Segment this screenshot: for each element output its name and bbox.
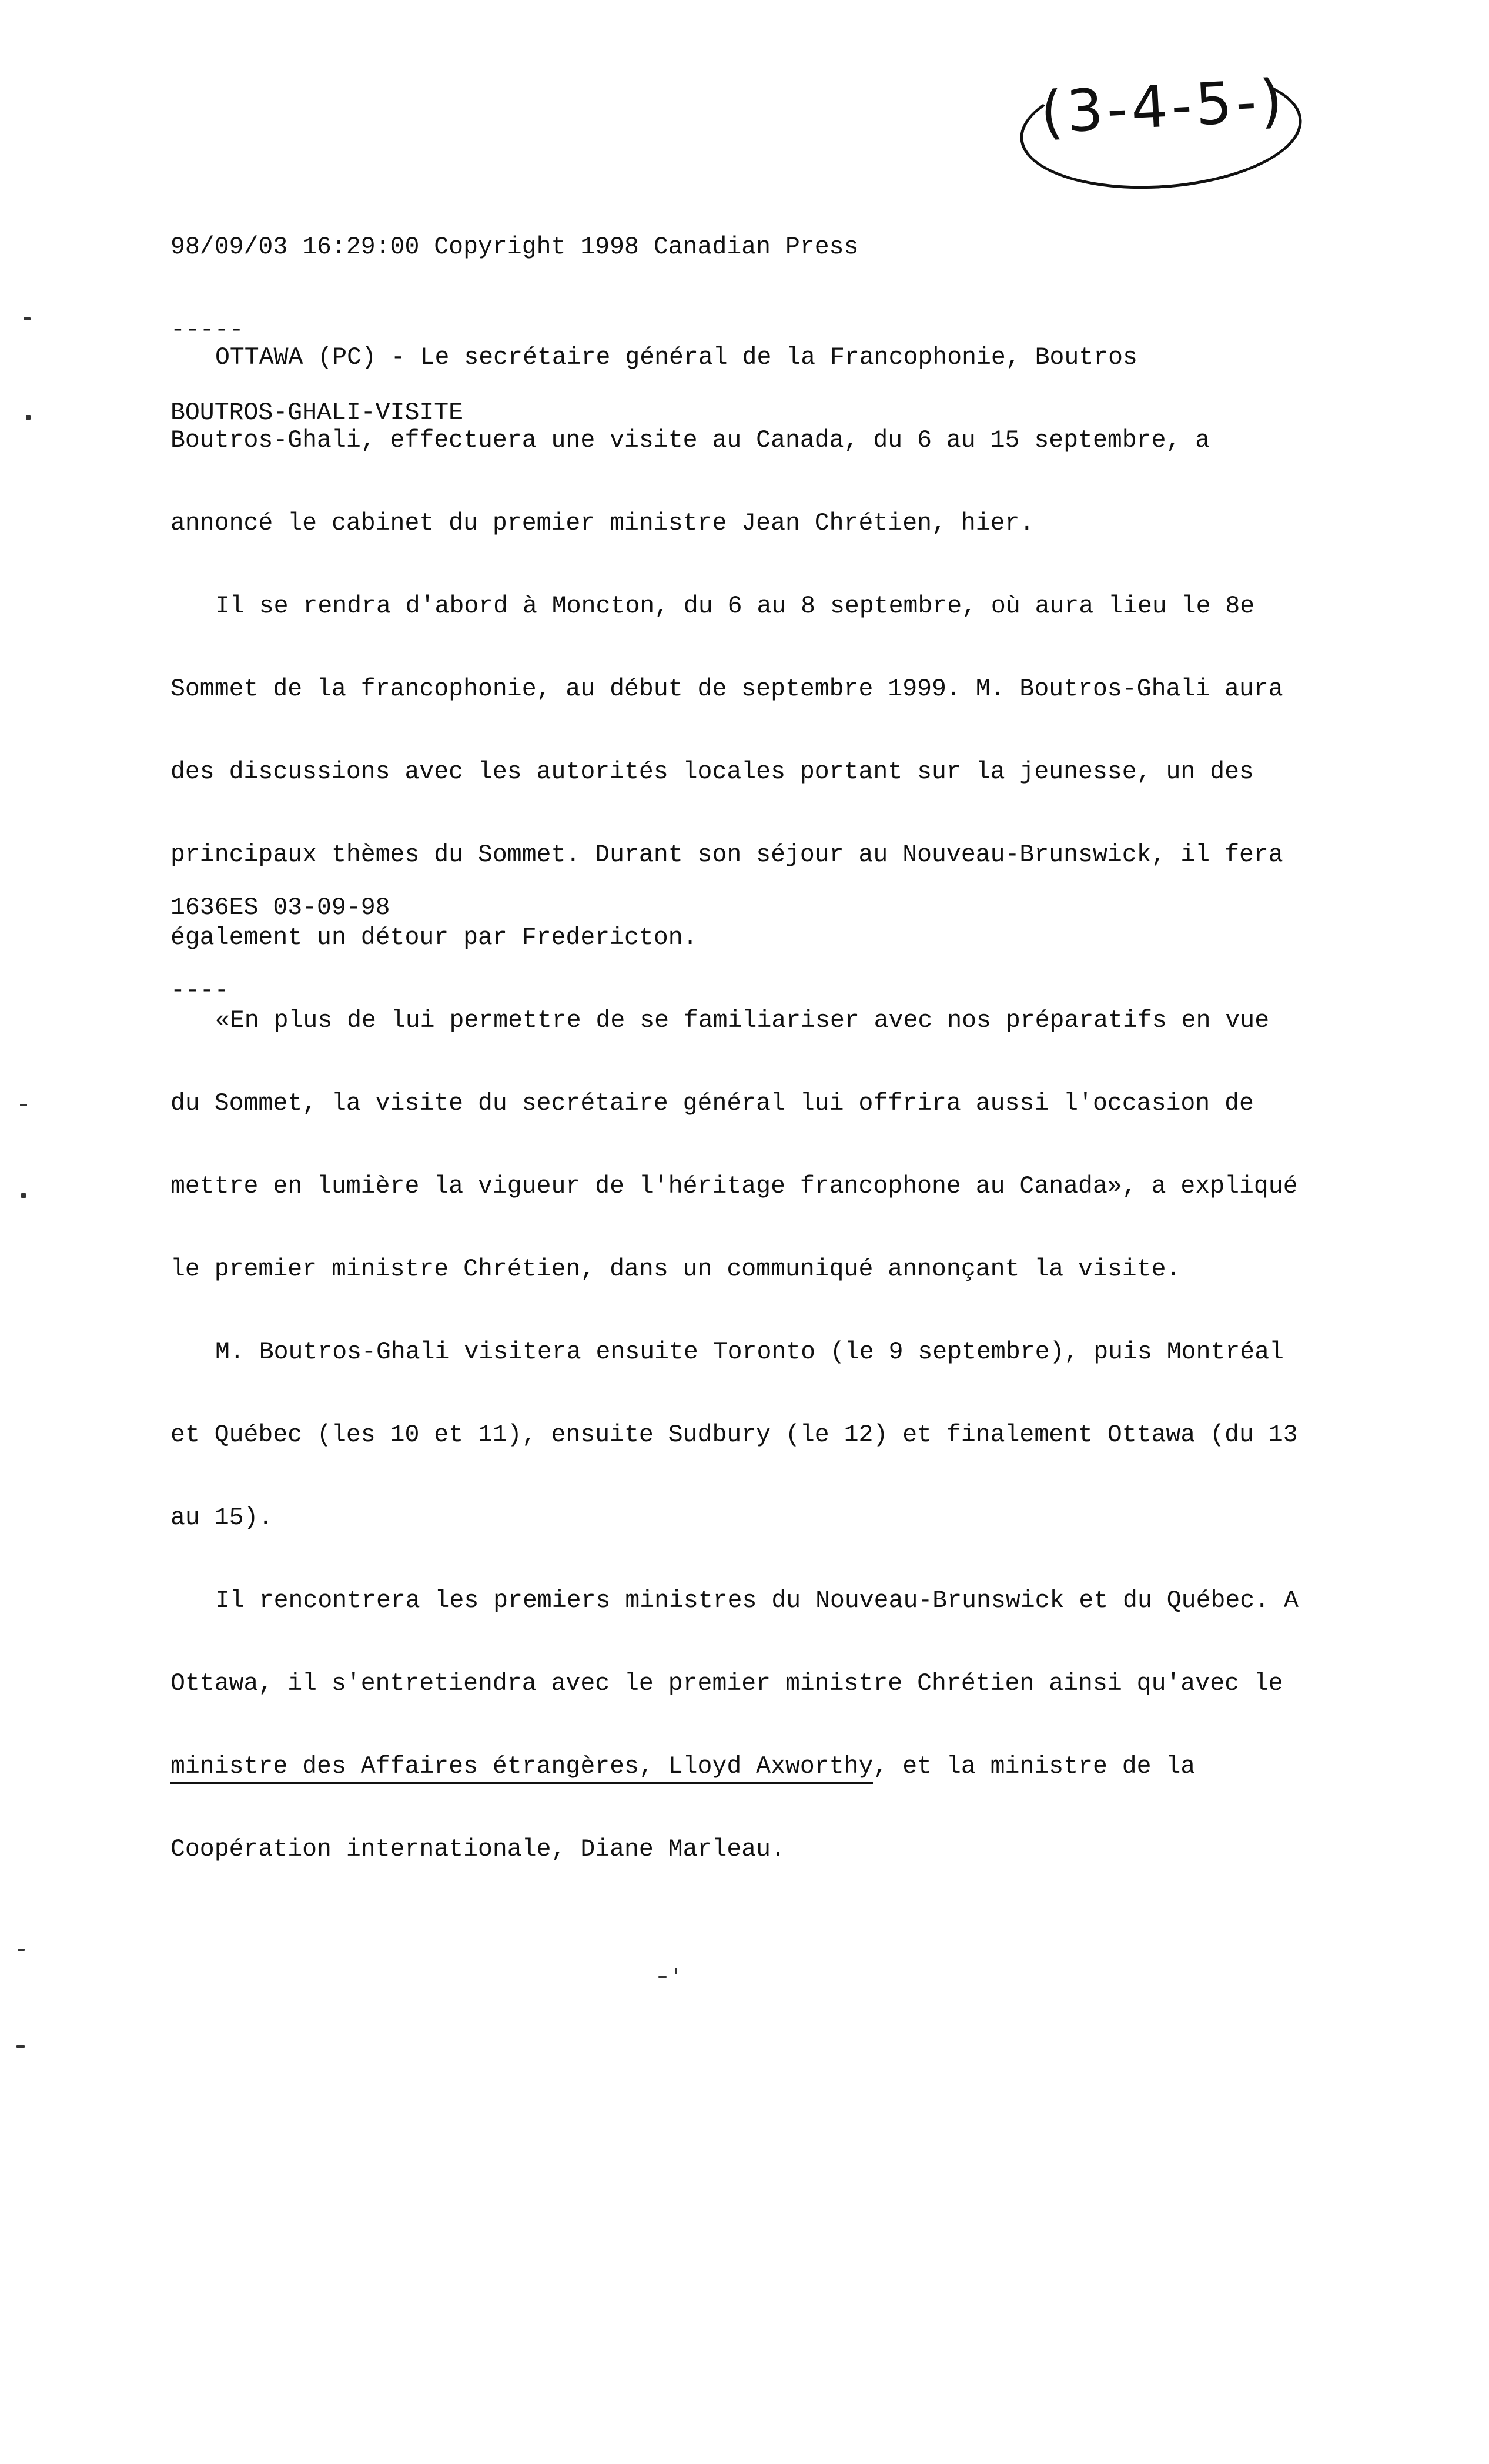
body-line: du Sommet, la visite du secrétaire général lui offrira aussi l'occasion de	[170, 1090, 1254, 1117]
scan-speck	[658, 1976, 667, 1978]
body-line: annoncé le cabinet du premier ministre Jean Chrétien, hier.	[170, 510, 1035, 537]
scan-speck	[21, 1193, 26, 1198]
footer-separator: ----	[170, 977, 229, 1005]
body-line: le premier ministre Chrétien, dans un communiqué annonçant la visite.	[170, 1256, 1181, 1283]
body-line: «En plus de lui permettre de se familiariser avec nos préparatifs en vue	[215, 1007, 1270, 1035]
body-line: Il rencontrera les premiers ministres du Nouveau-Brunswick et du Québec. A	[215, 1587, 1299, 1615]
scan-speck	[24, 317, 31, 320]
body-line: et Québec (les 10 et 11), ensuite Sudbury (le 12) et finalement Ottawa (du 13	[170, 1421, 1298, 1449]
body-line: Ottawa, il s'entretiendra avec le premier ministre Chrétien ainsi qu'avec le	[170, 1670, 1283, 1698]
dateline: 98/09/03 16:29:00 Copyright 1998 Canadian Press	[170, 233, 859, 261]
body-line: Coopération internationale, Diane Marleau.	[170, 1836, 785, 1863]
article-body	[170, 289, 1299, 1919]
body-line: ministre des Affaires étrangères, Lloyd Axworthy, et la ministre de la	[170, 1753, 1299, 1780]
body-line: Sommet de la francophonie, au début de septembre 1999. M. Boutros-Ghali aura	[170, 675, 1283, 703]
story-code: 1636ES 03-09-98	[170, 894, 390, 922]
body-line: également un détour par Fredericton.	[170, 924, 698, 952]
body-line: principaux thèmes du Sommet. Durant son séjour au Nouveau-Brunswick, il fera	[170, 841, 1283, 869]
body-line: des discussions avec les autorités locales portant sur la jeunesse, un des	[170, 758, 1254, 786]
body-line: au 15).	[170, 1504, 273, 1532]
handwritten-annotation: (3-4-5-)	[1039, 67, 1288, 147]
body-line: M. Boutros-Ghali visitera ensuite Toronto (le 9 septembre), puis Montréal	[215, 1338, 1284, 1366]
slug-title: BOUTROS-GHALI-VISITE	[170, 399, 464, 427]
scan-speck	[16, 2045, 25, 2048]
scan-speck	[26, 415, 31, 420]
separator-line: -----	[170, 316, 244, 344]
footer-block	[170, 839, 390, 1060]
scan-speck	[675, 1968, 677, 1974]
body-line: OTTAWA (PC) - Le secrétaire général de la Francophonie, Boutros	[215, 344, 1137, 371]
scan-speck	[20, 1104, 27, 1106]
scan-speck	[18, 1949, 25, 1951]
body-line: Boutros-Ghali, effectuera une visite au Canada, du 6 au 15 septembre, a	[170, 427, 1210, 454]
body-line: Il se rendra d'abord à Moncton, du 6 au 8 septembre, où aura lieu le 8e	[215, 592, 1255, 620]
body-line: mettre en lumière la vigueur de l'héritage francophone au Canada», a expliqué	[170, 1173, 1298, 1200]
underlined-phrase: ministre des Affaires étrangères, Lloyd Axworthy	[170, 1753, 873, 1784]
